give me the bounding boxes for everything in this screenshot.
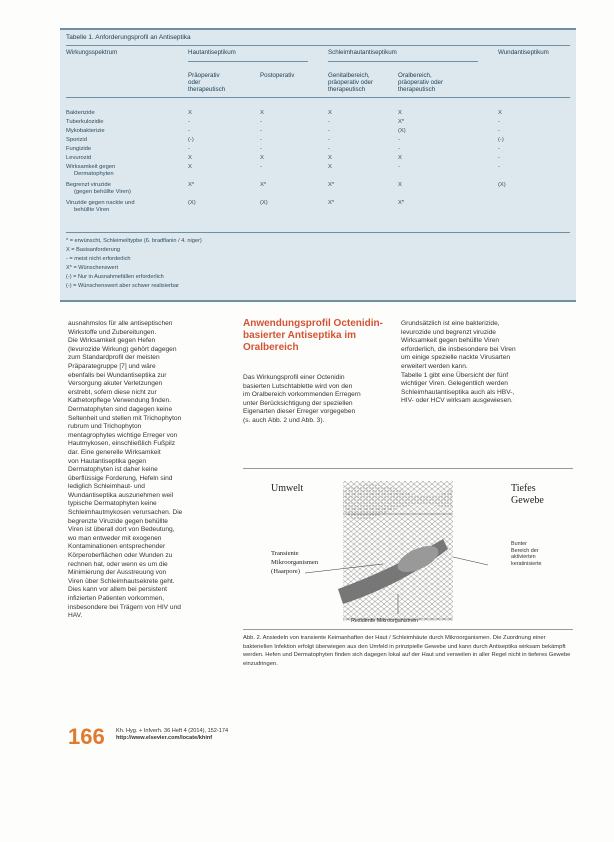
middle-text-column: Das Wirkungsprofil einer Octenidin basierten Lutschtablette wird von den im Oralbereich vorkommenden Erregern unter Berücksichtigung der speziellen Eigenarten dieser Erreger vorgegeben (s. auch Abb. 2 und Abb. 3). <box>243 374 361 424</box>
right-text-column: Grundsätzlich ist eine bakterizide, levurozide und begrenzt viruzide Wirksamkeit gegen behüllte Viren erforderlich, die insbesondere bei Viren um einige spezielle nackte Virusarten erweitert werden kann. Tabelle 1 gibt eine Übersicht der fünf wichtiger Viren. Gelegentlich werden Schleimhautantiseptika auch als HBV-, HIV- oder HCV wirksam ausgewiesen. <box>401 320 516 405</box>
label-transient: Transiente Mikroorganismen (Haarpore) <box>271 550 319 575</box>
figure-caption: Abb. 2. Ansiedeln von transiente Keimanhaften der Haut / Schleimhäute durch Mikroorganismen. Die Zuordnung einer bakteriellen Infektion erfolgt überwiegen aus den Umfeld in prinzipielle Gewebe und kann durch Antiseptika wirksam bekämpft werden. Hefen und Dermatophyten finden sich dagegen lokal auf der Haut und verweilen in aller Regel nicht in tieferes Gewebe einzudringen. <box>243 635 571 667</box>
legend-line: * = erwünscht, Schleimeiltypbe (6. bradflanin / 4. niger) <box>66 238 202 244</box>
header-mucosa-oral: Oralbereich, präoperativ oder therapeutisch <box>398 72 444 93</box>
table-row: Tuberkulozidie - - - X* - <box>66 119 500 125</box>
requirements-table <box>60 28 576 302</box>
label-resident: Residente Mikroorganismen <box>351 618 419 624</box>
table-row: Fungizide - - - - - <box>66 146 500 152</box>
legend-line: X* = Wünschenswert <box>66 265 119 271</box>
table-title: Tabelle 1. Anforderungsprofil an Antiseptika <box>66 34 191 41</box>
table-rule <box>66 45 570 46</box>
header-mucosa-genital: Genitalbereich, präoperativ oder therapeutisch <box>328 72 374 93</box>
header-subrule-mucosa <box>328 61 478 62</box>
skin-diagram-figure <box>243 468 573 630</box>
left-text-column: ausnahmslos für alle antiseptischen Wirkstoffe und Zubereitungen. Die Wirksamkeit gegen Hefen (levurozide Wirkung) gehört dagegen zum Standardprofil der meisten Präparategruppe [7] und wäre ebenfalls bei Wundantiseptika zur Versorgung akuter Verletzungen erstrebt, sofern diese nicht zur Kathetorpflege Verwendung finden. Dermatophyten sind dagegen keine Seltenheit und stellen mit Trichophyton rubrum und Trichophyton mentagrophytes wichtige Erreger von Hautmykosen, einschließlich Fußpilz dar. Eine generelle Wirksamkeit von Hautantiseptika gegen Dermatophyten ist daher keine überflüssige Forderung, Hefeln sind lediglich Schleimhaut- und Wundantiseptika auszunehmen weil typische Dermatophyten keine Schleimhautmykosen verursachen. Die begrenzte Viruzide gegen behüllte Viren ist überall dort von Bedeutung, wo man entweder mit exogenen Kontaminationen entsprechender Körperoberflächen oder Wunden zu rechnen hat, oder wenn es um die Minimierung der Ausstreuung von Viren über Schleimhautsekrete geht. Dies kann vor allem bei persistent infizierten Patienten vorkommen, insbesondere bei Trägern von HIV und HAV. <box>68 320 183 620</box>
header-spectrum: Wirkungsspektrum <box>66 49 118 56</box>
label-environment: Umwelt <box>271 483 304 494</box>
footer-citation: Kh. Hyg. + Infverh. 36 Heft 4 (2014), 152-174 http://www.elsevier.com/locate/khinf <box>116 728 229 741</box>
header-skin: Hautantiseptikum <box>188 49 236 56</box>
header-skin-preop: Präoperativ oder therapeutisch <box>188 72 226 93</box>
table-row: Begrenzt viruzide (gegen behüllte Viren) X* X* X* X (X) <box>66 182 506 195</box>
label-area: Bunter Bereich der aktivierten keratinisierte <box>511 541 542 567</box>
header-skin-postop: Postoperativ <box>260 72 295 79</box>
table-row: Mykobakterizie - - - (X) - <box>66 128 500 134</box>
table-rule-legend <box>66 232 570 233</box>
table-row: Viruzide gegen nackte und behüllte Viren (X) (X) X* X* <box>66 200 405 213</box>
footer-url[interactable]: http://www.elsevier.com/locate/khinf <box>116 735 213 741</box>
table-row: Levurozid X X X X - <box>66 155 500 161</box>
legend-line: - = meist nicht erforderlich <box>66 256 131 262</box>
header-subrule-skin <box>188 61 308 62</box>
table-rule-header <box>66 97 570 98</box>
legend-line: X = Basisanforderung <box>66 247 120 253</box>
legend-line: (-) = Wünschenswert aber schwer realisierbar <box>66 283 180 289</box>
table-row: Wirksamkeit gegen Dermatophyten X - X - - <box>66 164 500 177</box>
table-row: Bakterizide X X X X X <box>66 110 502 116</box>
header-mucosa: Schleimhautantiseptikum <box>328 49 397 56</box>
header-wound: Wundantiseptikum <box>498 49 549 56</box>
legend-line: (-) = Nur in Ausnahmefällen erforderlich <box>66 274 164 280</box>
page-number: 166 <box>68 724 105 749</box>
section-heading: Anwendungsprofil Octenidin-basierter Antiseptika im Oralbereich <box>243 318 383 353</box>
table-row: Sporizid (-) - - - (-) <box>66 137 504 143</box>
label-deep-tissue: Tiefes Gewebe <box>511 483 544 506</box>
